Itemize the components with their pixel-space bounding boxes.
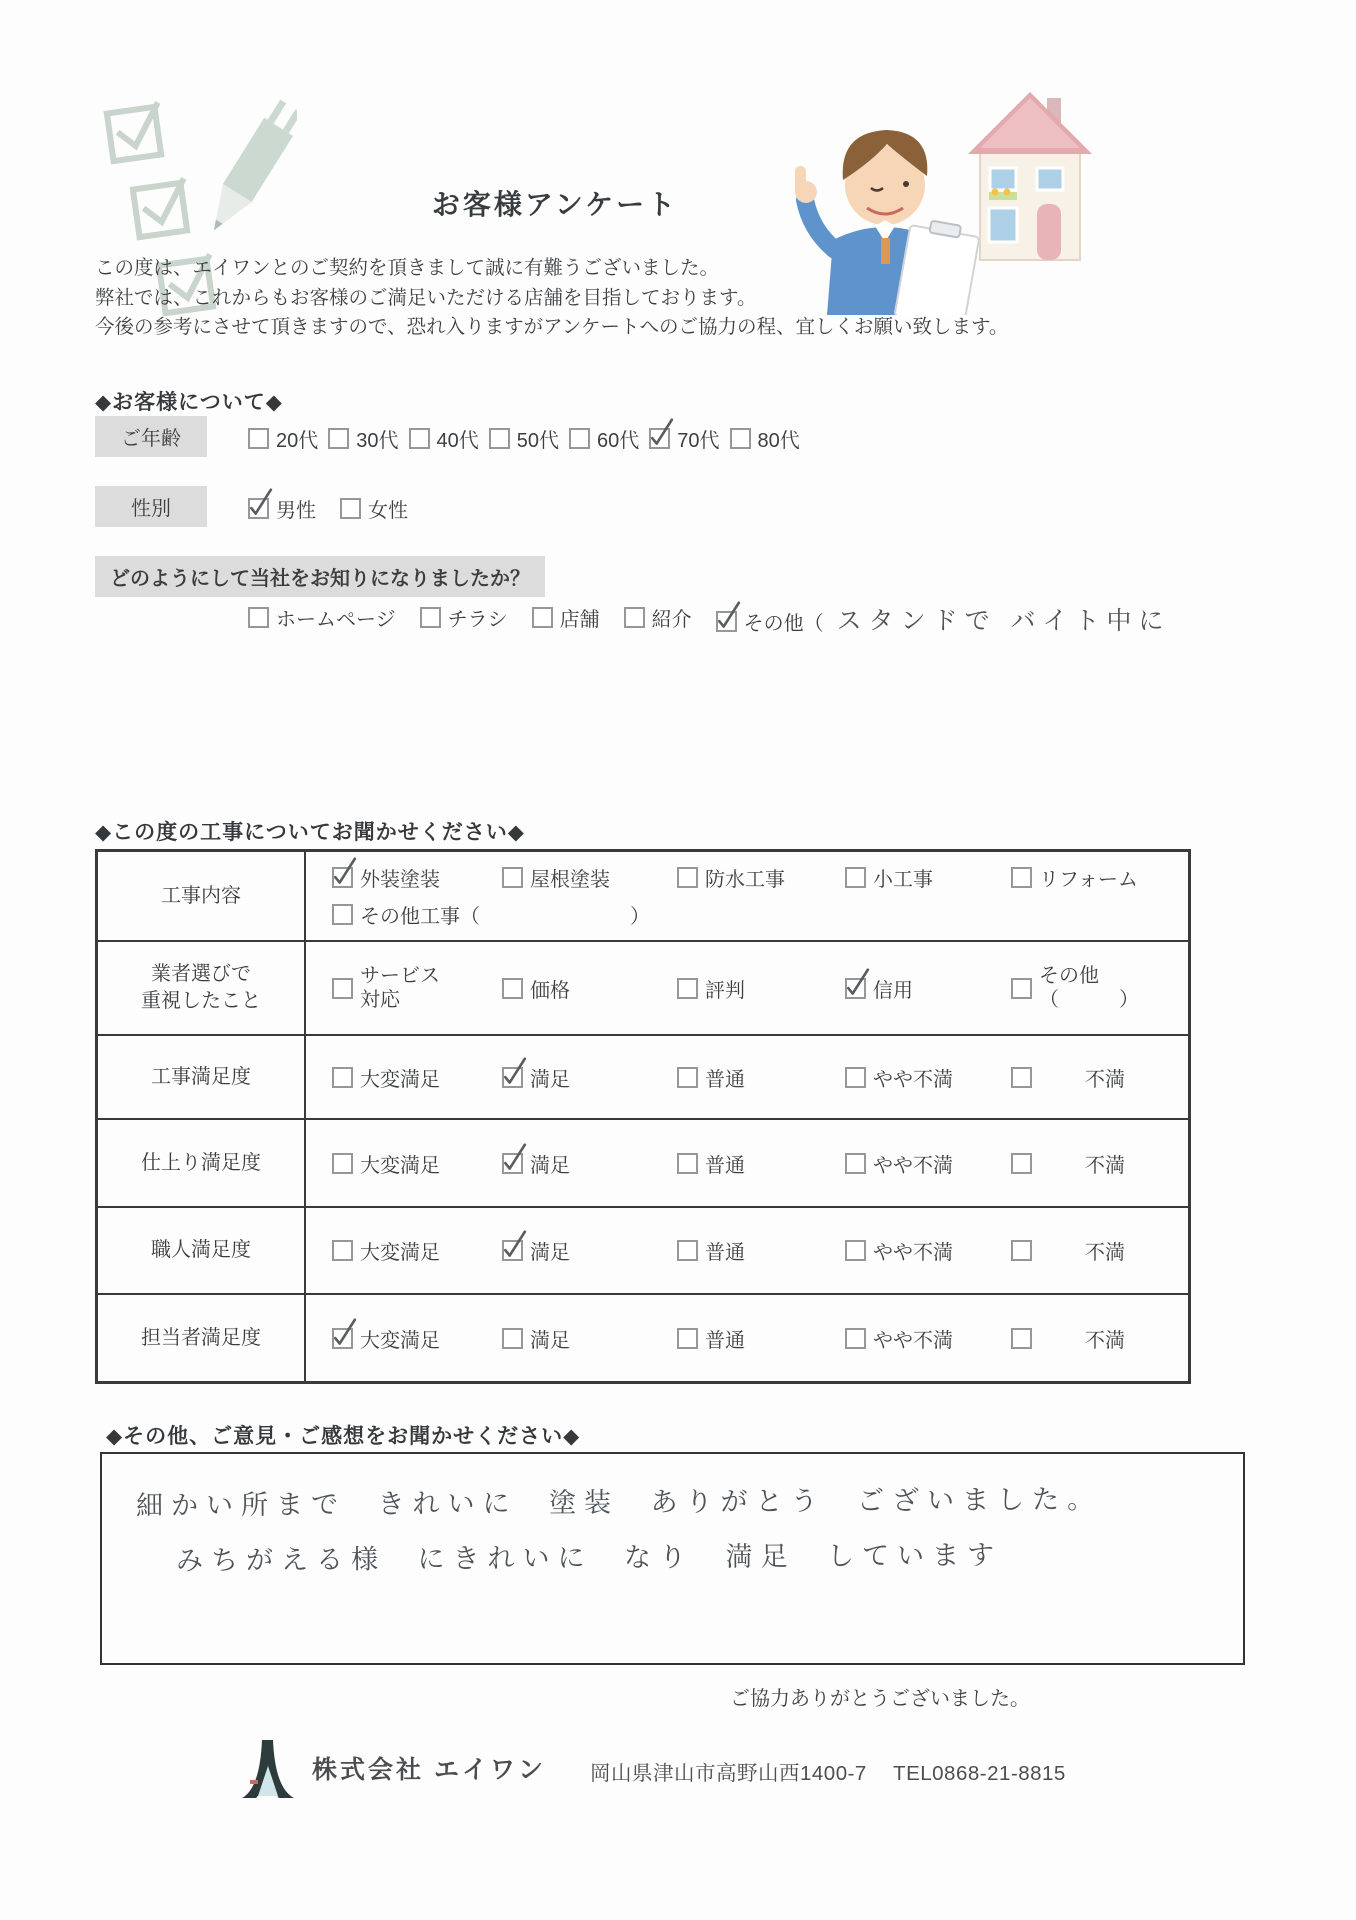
- checkbox-icon[interactable]: [532, 607, 553, 628]
- work-survey-table: [95, 849, 1191, 1384]
- checkbox-icon[interactable]: [677, 1240, 698, 1261]
- option-label: 満足: [530, 1068, 570, 1091]
- checkbox-icon[interactable]: [1011, 1328, 1032, 1349]
- option-label: 小工事: [873, 869, 933, 891]
- checkbox-option[interactable]: [332, 863, 502, 892]
- checkbox-icon[interactable]: [569, 428, 590, 449]
- checkbox-option[interactable]: [730, 424, 800, 453]
- checkbox-icon[interactable]: [340, 498, 361, 519]
- option-label: 信用: [873, 979, 913, 1002]
- option-label: 不満: [1085, 1068, 1125, 1091]
- checkbox-icon[interactable]: [328, 428, 349, 449]
- table-row: [98, 1206, 1188, 1293]
- checkbox-option[interactable]: [1011, 1063, 1188, 1092]
- checkbox-icon[interactable]: [1011, 978, 1032, 999]
- checkbox-option[interactable]: [1011, 1236, 1188, 1265]
- referral-question: どのようにして当社をお知りになりましたか？: [95, 556, 545, 597]
- checkbox-option[interactable]: [677, 1324, 845, 1353]
- option-label: 価格: [530, 979, 570, 1002]
- checkbox-option[interactable]: [248, 424, 318, 453]
- address-text: 岡山県津山市高野山西1400-7: [590, 1762, 867, 1785]
- checkbox-icon[interactable]: [409, 428, 430, 449]
- row-options: [306, 1120, 1188, 1206]
- checkbox-option[interactable]: [340, 494, 408, 523]
- intro-text: [95, 254, 1008, 343]
- option-label: やや不満: [873, 1068, 953, 1091]
- checkbox-option[interactable]: [649, 424, 719, 453]
- option-label: 店舗: [559, 609, 600, 631]
- checkbox-icon[interactable]: [1011, 1240, 1032, 1261]
- option-label: 大変満足: [360, 1329, 440, 1352]
- checkbox-option[interactable]: [328, 424, 398, 453]
- checkbox-option[interactable]: [332, 1149, 502, 1178]
- table-row: [98, 940, 1188, 1034]
- row-options: [306, 1208, 1188, 1293]
- checkbox-icon[interactable]: [248, 607, 269, 628]
- checkbox-option[interactable]: [569, 424, 639, 453]
- checkbox-option[interactable]: [845, 1236, 1011, 1265]
- handwritten-comment-line: 細かい所まで きれいに 塗装 ありがとう ございました。: [135, 1484, 1103, 1521]
- checkbox-option[interactable]: [1011, 1324, 1188, 1353]
- row-options: [306, 1295, 1188, 1381]
- gender-options: [248, 494, 408, 523]
- comment-box[interactable]: [100, 1452, 1245, 1665]
- row-options: [306, 942, 1188, 1034]
- option-label: 40代: [436, 430, 479, 452]
- referral-options: [248, 603, 1171, 639]
- option-label: チラシ: [447, 609, 508, 631]
- gender-label: 性別: [95, 486, 207, 527]
- age-options: [248, 424, 800, 453]
- table-row: [98, 1293, 1188, 1381]
- option-label: 屋根塗装: [530, 869, 610, 891]
- row-label: 業者選びで 重視したこと: [98, 942, 306, 1034]
- section-heading-customer: ◆お客様について◆: [95, 391, 283, 414]
- option-label: 不満: [1085, 1329, 1125, 1352]
- checkbox-option[interactable]: [502, 1063, 677, 1092]
- checkbox-option[interactable]: [1011, 964, 1188, 1012]
- option-label: 普通: [705, 1068, 745, 1091]
- checkbox-checked-icon[interactable]: [502, 1240, 523, 1261]
- option-label: 満足: [530, 1154, 570, 1177]
- checkbox-checked-icon[interactable]: [248, 498, 269, 519]
- check-mark-icon: [501, 1061, 527, 1089]
- handwritten-answer: スタンドで バイト中に: [836, 607, 1171, 635]
- company-logo-icon: [238, 1736, 298, 1800]
- checkbox-option[interactable]: [677, 974, 845, 1003]
- checkbox-icon[interactable]: [1011, 1153, 1032, 1174]
- checkbox-icon[interactable]: [332, 978, 353, 999]
- checkbox-icon[interactable]: [332, 904, 353, 925]
- checkbox-option[interactable]: [248, 494, 316, 523]
- checkbox-icon[interactable]: [677, 1067, 698, 1088]
- checkbox-option[interactable]: [845, 863, 1011, 892]
- table-row: [98, 852, 1188, 940]
- option-label: 紹介: [651, 609, 692, 631]
- check-mark-icon: [501, 1147, 527, 1175]
- option-label: 女性: [368, 500, 408, 522]
- option-label: ホームページ: [276, 609, 396, 631]
- checkbox-icon[interactable]: [1011, 867, 1032, 888]
- row-label: 担当者満足度: [98, 1295, 306, 1381]
- checkbox-option[interactable]: [716, 603, 1171, 639]
- checkbox-checked-icon[interactable]: [845, 978, 866, 999]
- checkbox-option[interactable]: [677, 1236, 845, 1265]
- option-label: 評判: [705, 979, 745, 1002]
- option-label: 男性: [276, 500, 316, 522]
- checkbox-option[interactable]: [502, 974, 677, 1003]
- age-label: ご年齢: [95, 416, 207, 457]
- option-label: 普通: [705, 1154, 745, 1177]
- row-label: 工事満足度: [98, 1036, 306, 1118]
- checkbox-option[interactable]: [502, 1324, 677, 1353]
- checkbox-checked-icon[interactable]: [332, 867, 353, 888]
- option-label: 70代: [677, 430, 720, 452]
- option-label: 20代: [276, 430, 319, 452]
- checkbox-option[interactable]: [532, 603, 600, 632]
- option-label: その他 （ ）: [1039, 965, 1139, 1011]
- checkbox-checked-icon[interactable]: [502, 1153, 523, 1174]
- option-label: 60代: [597, 430, 640, 452]
- checkbox-option[interactable]: [677, 1063, 845, 1092]
- intro-line: 弊社では、これからもお客様のご満足いただける店舗を目指しております。: [95, 286, 757, 309]
- checkbox-icon[interactable]: [624, 607, 645, 628]
- checkbox-icon[interactable]: [420, 607, 441, 628]
- option-label: その他（: [743, 612, 824, 635]
- option-label: 満足: [530, 1329, 570, 1352]
- option-label: 大変満足: [360, 1242, 440, 1264]
- row-options: [306, 852, 1188, 940]
- checkbox-icon[interactable]: [502, 978, 523, 999]
- check-mark-icon: [648, 422, 674, 450]
- checkbox-option[interactable]: [845, 1149, 1011, 1178]
- check-mark-icon: [715, 605, 741, 633]
- checkbox-icon[interactable]: [502, 1328, 523, 1349]
- checkbox-icon[interactable]: [845, 1240, 866, 1261]
- checkbox-icon[interactable]: [845, 1067, 866, 1088]
- checkbox-option[interactable]: [248, 603, 396, 632]
- checkbox-option[interactable]: [845, 974, 1011, 1003]
- closing-thanks: ご協力ありがとうございました。: [730, 1688, 1030, 1710]
- row-label: 職人満足度: [98, 1208, 306, 1293]
- option-label: 防水工事: [705, 869, 785, 891]
- option-label: その他工事（: [360, 906, 480, 928]
- check-mark-icon: [331, 1322, 357, 1350]
- option-label: 不満: [1085, 1242, 1125, 1264]
- page-title: お客様アンケート: [431, 189, 679, 220]
- option-label: 不満: [1085, 1154, 1125, 1177]
- checkbox-option[interactable]: [624, 603, 692, 632]
- option-label: やや不満: [873, 1329, 953, 1352]
- checkbox-icon[interactable]: [502, 867, 523, 888]
- option-label: 80代: [757, 430, 800, 452]
- section-heading-work: ◆この度の工事についてお聞かせください◆: [95, 821, 525, 844]
- checkbox-icon[interactable]: [1011, 1067, 1032, 1088]
- paren-close: ）: [630, 906, 650, 928]
- checkbox-option[interactable]: [677, 1149, 845, 1178]
- checkbox-icon[interactable]: [677, 867, 698, 888]
- checkbox-option[interactable]: [845, 1324, 1011, 1353]
- option-label: 大変満足: [360, 1154, 440, 1177]
- checkbox-option[interactable]: [420, 603, 508, 632]
- checkbox-option[interactable]: [332, 1063, 502, 1092]
- option-label: 外装塗装: [360, 869, 440, 891]
- option-label: 30代: [356, 430, 399, 452]
- option-label: やや不満: [873, 1242, 953, 1264]
- checkbox-icon[interactable]: [677, 978, 698, 999]
- checkbox-option[interactable]: [502, 1236, 677, 1265]
- row-label: 工事内容: [98, 852, 306, 940]
- checkbox-option[interactable]: [1011, 863, 1188, 892]
- checkbox-option[interactable]: [489, 424, 559, 453]
- checkbox-icon[interactable]: [489, 428, 510, 449]
- checkbox-icon[interactable]: [332, 1240, 353, 1261]
- check-mark-icon: [844, 972, 870, 1000]
- check-mark-icon: [331, 861, 357, 889]
- option-label: 満足: [530, 1242, 570, 1264]
- option-label: リフォーム: [1039, 869, 1138, 891]
- checkbox-icon[interactable]: [845, 1328, 866, 1349]
- row-options: [306, 1036, 1188, 1118]
- checkbox-checked-icon[interactable]: [716, 611, 737, 632]
- checkbox-option[interactable]: [677, 863, 845, 892]
- check-mark-icon: [501, 1234, 527, 1262]
- checkbox-option[interactable]: [332, 1324, 502, 1353]
- option-label: 50代: [516, 430, 559, 452]
- table-row: [98, 1034, 1188, 1118]
- checkbox-icon[interactable]: [730, 428, 751, 449]
- section-heading-comments: ◆その他、ご意見・ご感想をお聞かせください◆: [106, 1425, 581, 1448]
- checkbox-icon[interactable]: [845, 867, 866, 888]
- checkbox-checked-icon[interactable]: [502, 1067, 523, 1088]
- company-name: 株式会社 エイワン: [312, 1756, 546, 1784]
- checkbox-option[interactable]: [845, 1063, 1011, 1092]
- option-label: サービス 対応: [360, 965, 440, 1011]
- checkbox-icon[interactable]: [677, 1153, 698, 1174]
- checkbox-icon[interactable]: [248, 428, 269, 449]
- intro-line: 今後の参考にさせて頂きますので、恐れ入りますがアンケートへのご協力の程、宜しくお願い致します。: [95, 316, 1009, 338]
- row-label: 仕上り満足度: [98, 1120, 306, 1206]
- option-label: 大変満足: [360, 1068, 440, 1091]
- company-address: [590, 1756, 1066, 1786]
- checkbox-icon[interactable]: [845, 1153, 866, 1174]
- checkbox-option[interactable]: [332, 964, 502, 1012]
- checkbox-icon[interactable]: [677, 1328, 698, 1349]
- option-label: 普通: [705, 1242, 745, 1264]
- checkbox-checked-icon[interactable]: [332, 1328, 353, 1349]
- checkbox-option[interactable]: [332, 1236, 502, 1265]
- phone-number: TEL0868-21-8815: [893, 1762, 1066, 1785]
- check-mark-icon: [247, 492, 273, 520]
- checkbox-option[interactable]: [409, 424, 479, 453]
- checkbox-option[interactable]: [1011, 1149, 1188, 1178]
- checkbox-option[interactable]: [502, 863, 677, 892]
- checkbox-checked-icon[interactable]: [649, 428, 670, 449]
- checkbox-icon[interactable]: [332, 1153, 353, 1174]
- checkbox-icon[interactable]: [332, 1067, 353, 1088]
- intro-line: この度は、エイワンとのご契約を頂きまして誠に有難うございました。: [95, 257, 720, 279]
- option-label: 普通: [705, 1329, 745, 1352]
- handwritten-comment-line: みちがえる様 にきれいに なり 満足 しています: [175, 1539, 1003, 1576]
- option-label: やや不満: [873, 1154, 953, 1177]
- checkbox-option[interactable]: [332, 900, 480, 929]
- table-row: [98, 1118, 1188, 1206]
- checkbox-option[interactable]: [502, 1149, 677, 1178]
